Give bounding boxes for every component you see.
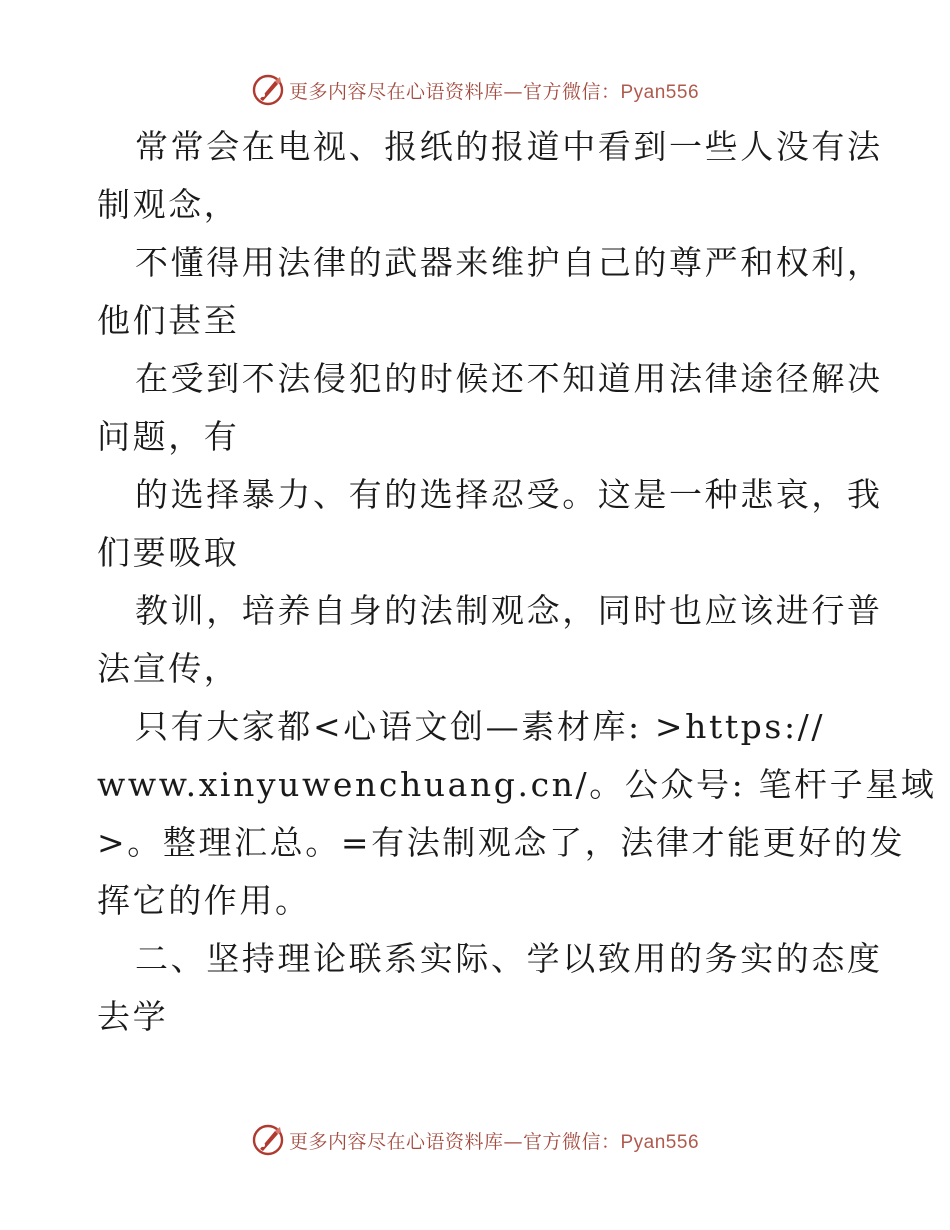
document-body — [97, 118, 937, 1046]
paragraph-3 — [97, 350, 883, 466]
footer-banner-handle: Pyan556 — [620, 1131, 700, 1153]
paragraph-7 — [97, 930, 883, 1046]
header-banner-label: 更多内容尽在心语资料库—官方微信： — [288, 80, 621, 103]
paragraph-5 — [97, 582, 883, 698]
body-line: www.xinyuwenchuang.cn/。公众号: 笔杆子星域 — [97, 765, 937, 804]
body-line: 在受到不法侵犯的时候还不知道用法律途径解决 — [135, 359, 883, 398]
footer-banner — [0, 1120, 950, 1160]
body-line: 法宣传， — [97, 649, 240, 688]
footer-banner-text — [289, 1127, 699, 1154]
paragraph-4 — [97, 466, 883, 582]
body-line: 去学 — [97, 997, 169, 1036]
section-heading: 二、坚持理论联系实际、学以致用的务实的态度 — [135, 939, 883, 978]
paragraph-1 — [97, 118, 883, 234]
header-banner-handle: Pyan556 — [620, 81, 700, 103]
quill-pen-logo-icon — [251, 73, 285, 107]
header-banner — [0, 70, 950, 110]
body-line: >。整理汇总。=有法制观念了，法律才能更好的发 — [97, 823, 906, 862]
body-line: 的选择暴力、有的选择忍受。这是一种悲哀，我 — [135, 475, 883, 514]
body-line: 他们甚至 — [97, 301, 240, 340]
body-line: 制观念， — [97, 185, 240, 224]
body-line: 们要吸取 — [97, 533, 240, 572]
body-line: 只有大家都<心语文创—素材库: >https:// — [135, 707, 826, 746]
body-line: 常常会在电视、报纸的报道中看到一些人没有法 — [135, 127, 883, 166]
body-line: 挥它的作用。 — [97, 881, 311, 920]
body-line: 问题，有 — [97, 417, 240, 456]
paragraph-6 — [97, 698, 937, 930]
footer-banner-label: 更多内容尽在心语资料库—官方微信： — [288, 1130, 621, 1153]
paragraph-2 — [97, 234, 883, 350]
quill-pen-logo-icon — [251, 1123, 285, 1157]
body-line: 教训，培养自身的法制观念，同时也应该进行普 — [135, 591, 883, 630]
body-line: 不懂得用法律的武器来维护自己的尊严和权利， — [135, 243, 883, 282]
header-banner-text — [289, 77, 699, 104]
